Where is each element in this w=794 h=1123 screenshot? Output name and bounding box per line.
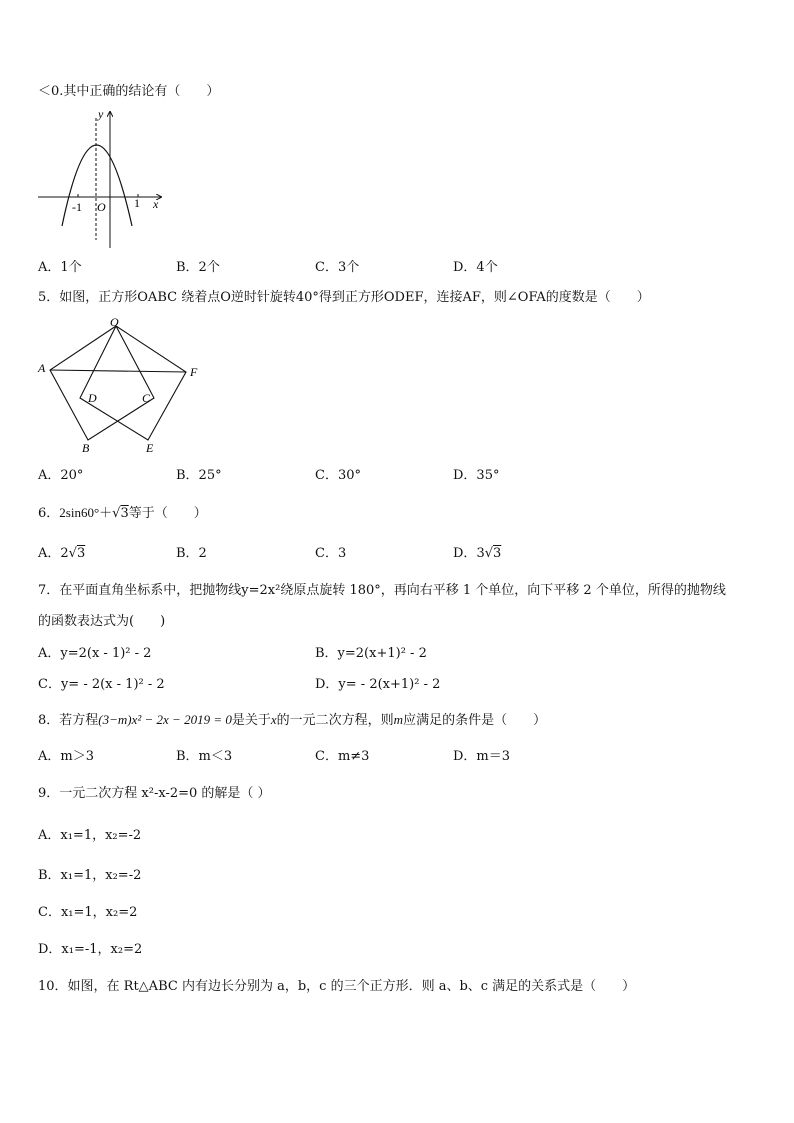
q7-option-c: C．y= - 2(x - 1)² - 2 — [38, 677, 165, 692]
q7-option-a: A．y=2(x - 1)² - 2 — [38, 646, 152, 661]
svg-text:C: C — [142, 391, 151, 405]
q7-option-b: B．y=2(x+1)² - 2 — [315, 646, 427, 661]
q5-stem: 5．如图，正方形OABC 绕着点O逆时针旋转40°得到正方形ODEF，连接AF，则∠OFA的度数是（ ） — [38, 290, 650, 305]
q4-parabola-graph — [36, 108, 166, 250]
svg-text:B: B — [82, 441, 90, 455]
q5-rotated-squares-figure — [36, 318, 208, 458]
q8-option-c: C．m≠3 — [315, 749, 370, 764]
q9-option-b: B．x₁=1，x₂=-2 — [38, 868, 142, 883]
q8-option-d: D．m＝3 — [453, 749, 511, 764]
square-odef — [80, 326, 186, 440]
origin-label: O — [97, 200, 106, 214]
q6-option-c: C．3 — [315, 546, 347, 561]
q4-option-b: B．2个 — [176, 260, 220, 275]
q6-stem: 6．2sin60°＋√3等于（ ） — [38, 505, 207, 521]
q9-option-a: A．x₁=1，x₂=-2 — [38, 828, 142, 843]
q5-option-a: A．20° — [38, 468, 84, 483]
q6-option-a: A．2√3 — [38, 546, 86, 561]
svg-text:O: O — [110, 318, 119, 329]
q7-option-d: D．y= - 2(x+1)² - 2 — [315, 677, 441, 692]
q8-stem: 8．若方程(3−m)x² − 2x − 2019 = 0是关于x的一元二次方程，则m应满足的条件是（ ） — [38, 712, 547, 728]
tick-neg-one: -1 — [72, 200, 82, 214]
q9-option-d: D．x₁=-1，x₂=2 — [38, 942, 143, 957]
q4-stem-tail: ＜0.其中正确的结论有（ ） — [38, 84, 220, 99]
q10-stem: 10．如图，在 Rt△ABC 内有边长分别为 a，b，c 的三个正方形．则 a、b、c 满足的关系式是（ ） — [38, 979, 636, 994]
q9-option-c: C．x₁=1，x₂=2 — [38, 905, 138, 920]
q9-stem: 9．一元二次方程 x²-x-2=0 的解是（ ） — [38, 786, 271, 801]
q4-option-c: C．3个 — [315, 260, 360, 275]
square-oabc — [50, 326, 154, 440]
q4-option-d: D．4个 — [453, 260, 498, 275]
q6-option-b: B．2 — [176, 546, 207, 561]
svg-text:E: E — [146, 441, 154, 455]
tick-one: 1 — [134, 196, 140, 210]
q7-stem-line-2: 的函数表达式为( ) — [38, 614, 166, 629]
segment-af — [50, 370, 186, 372]
q5-option-c: C．30° — [315, 468, 361, 483]
q5-option-b: B．25° — [176, 468, 222, 483]
q4-option-a: A．1个 — [38, 260, 82, 275]
q7-stem-line-1: 7．在平面直角坐标系中，把抛物线y=2x²绕原点旋转 180°，再向右平移 1 个单位，向下平移 2 个单位，所得的抛物线 — [38, 583, 726, 598]
q6-option-d: D．3√3 — [453, 546, 502, 561]
q8-option-a: A．m＞3 — [38, 749, 94, 764]
q5-option-d: D．35° — [453, 468, 500, 483]
q8-option-b: B．m＜3 — [176, 749, 233, 764]
svg-text:A: A — [38, 361, 46, 375]
y-label: y — [98, 108, 104, 121]
svg-text:F: F — [190, 365, 198, 379]
x-label: x — [153, 197, 159, 211]
svg-text:D: D — [88, 391, 97, 405]
